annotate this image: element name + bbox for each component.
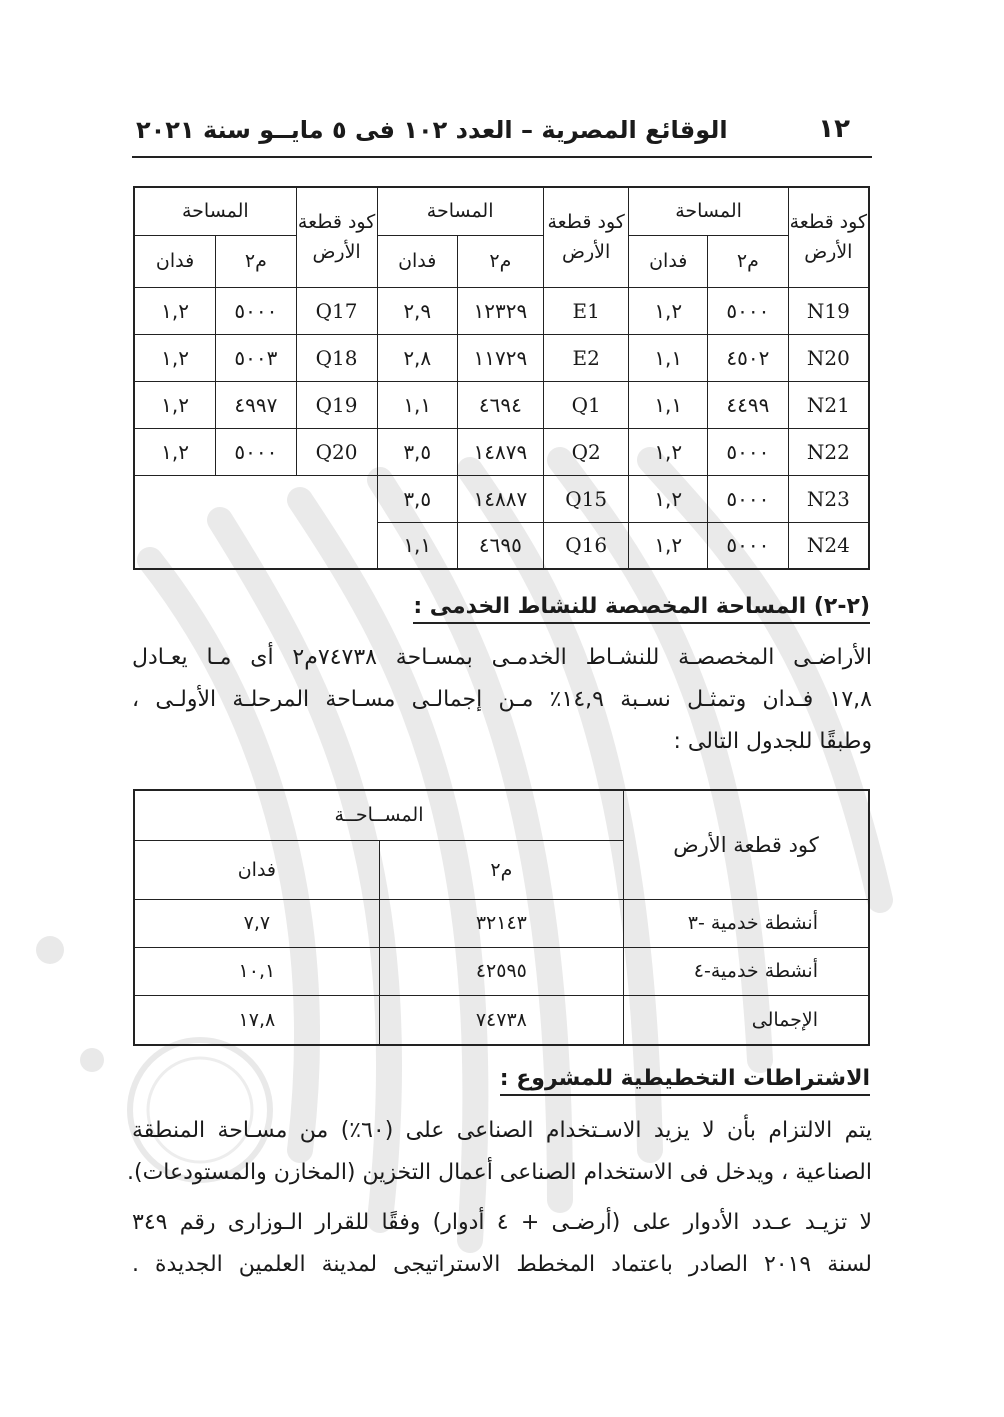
land-plots-table [133,186,870,570]
area-m2: ٤٦٩٥ [457,522,543,569]
plot-code: N23 [788,475,869,522]
table-row [134,287,869,334]
plot-code: E1 [543,287,629,334]
area-feddan: ١,٢ [629,522,708,569]
plot-code: Q19 [296,381,377,428]
area-feddan: ١,٢ [629,287,708,334]
plot-code: N24 [788,522,869,569]
plot-code: Q17 [296,287,377,334]
area-feddan: ١,٢ [629,428,708,475]
area-feddan: ١,١ [377,522,457,569]
empty-cell [134,475,377,569]
m2-header: م٢ [457,235,543,287]
m2-header: م٢ [379,840,623,899]
area-m2: ٥٠٠٠ [708,475,789,522]
table-row [134,899,869,947]
feddan-header: فدان [629,235,708,287]
plot-code-header: كود قطعة الأرض [788,187,869,287]
page-header [132,114,872,154]
area-feddan: ١,١ [377,381,457,428]
area-feddan: ١,٢ [629,475,708,522]
paragraph-line: الأراضـى المخصصـة للنشـاط الخدمـى بمسـاحة ٧٤٧٣٨م٢ أى مـا يعـادل [132,645,872,670]
feddan-header: فدان [377,235,457,287]
area-m2: ٥٠٠٠ [708,522,789,569]
plot-code: Q1 [543,381,629,428]
plot-code: N22 [788,428,869,475]
table-row [134,995,869,1045]
paragraph-line: وطبقًا للجدول التالى : [673,729,872,754]
area-feddan: ٣,٥ [377,475,457,522]
plot-code: Q15 [543,475,629,522]
area-feddan: ٧,٧ [134,899,379,947]
area-header: المســاحــة [134,790,624,840]
area-feddan: ٢,٩ [377,287,457,334]
m2-header: م٢ [216,235,297,287]
area-feddan: ٣,٥ [377,428,457,475]
area-m2: ٥٠٠٠ [216,428,297,475]
section-heading-text: الاشتراطات التخطيطية للمشروع : [500,1066,870,1096]
area-m2: ٥٠٠٣ [216,334,297,381]
area-m2: ١٤٨٧٩ [457,428,543,475]
area-m2: ٥٠٠٠ [708,428,789,475]
area-m2: ٣٢١٤٣ [379,899,623,947]
area-feddan: ١,٢ [134,287,216,334]
area-m2: ١٤٨٨٧ [457,475,543,522]
area-feddan: ١,١ [629,334,708,381]
area-feddan: ٢,٨ [377,334,457,381]
area-feddan: ١,٢ [134,334,216,381]
plot-code: N21 [788,381,869,428]
area-feddan: ١٧,٨ [134,995,379,1045]
area-m2: ٤٦٩٤ [457,381,543,428]
plot-code: N20 [788,334,869,381]
plot-code: Q18 [296,334,377,381]
area-m2: ٤٥٠٢ [708,334,789,381]
table-row [134,381,869,428]
area-feddan: ١,٢ [134,428,216,475]
area-m2: ١١٧٢٩ [457,334,543,381]
total-label: الإجمالى [624,995,870,1045]
area-m2: ٥٠٠٠ [708,287,789,334]
section-heading [500,1066,870,1091]
area-header: المساحة [377,187,543,235]
gazette-title: الوقائع المصرية – العدد ١٠٢ فى ٥ مايــو سنة ٢٠٢١ [136,116,728,144]
paragraph-line: لا تزيـد عـدد الأدوار على (أرضـى + ٤ أدوار) وفقًا للقرار الـوزارى رقم ٣٤٩ [132,1210,872,1235]
page-number: ١٢ [818,114,850,144]
plot-code: Q20 [296,428,377,475]
paragraph-line: لسنة ٢٠١٩ الصادر باعتماد المخطط الاستراتيجى لمدينة العلمين الجديدة . [132,1252,872,1277]
table-row [134,947,869,995]
plot-code-header: كود قطعة الأرض [296,187,377,287]
plot-code-header: كود قطعة الأرض [543,187,629,287]
area-m2: ٤٩٩٧ [216,381,297,428]
activity-name: أنشطة خدمية-٤ [624,947,870,995]
paragraph-line: يتم الالتزام بأن لا يزيد الاسـتخدام الصناعى على (٦٠٪) من مسـاحة المنطقة [132,1118,872,1143]
header-rule [132,156,872,158]
plot-code: Q16 [543,522,629,569]
area-m2: ٥٠٠٠ [216,287,297,334]
plot-code: Q2 [543,428,629,475]
plot-code: E2 [543,334,629,381]
area-m2: ٤٢٥٩٥ [379,947,623,995]
activity-name: أنشطة خدمية -٣ [624,899,870,947]
feddan-header: فدان [134,235,216,287]
plot-code: N19 [788,287,869,334]
area-m2: ١٢٣٢٩ [457,287,543,334]
area-m2: ٧٤٧٣٨ [379,995,623,1045]
area-feddan: ١٠,١ [134,947,379,995]
section-heading [413,594,870,619]
table-row [134,428,869,475]
table-row [134,334,869,381]
paragraph-line: الصناعية ، ويدخل فى الاستخدام الصناعى أعمال التخزين (المخازن والمستودعات). [127,1160,872,1185]
table-row [134,475,869,522]
plot-code-header: كود قطعة الأرض [624,790,870,899]
m2-header: م٢ [708,235,789,287]
section-heading-text: (٢-٢) المساحة المخصصة للنشاط الخدمى : [413,594,870,624]
feddan-header: فدان [134,840,379,899]
area-feddan: ١,١ [629,381,708,428]
area-header: المساحة [134,187,296,235]
area-m2: ٤٤٩٩ [708,381,789,428]
service-activity-table [133,789,870,1046]
area-feddan: ١,٢ [134,381,216,428]
paragraph-line: ١٧,٨ فـدان وتمثـل نسـبة ١٤,٩٪ مـن إجمالـى مسـاحة المرحلـة الأولـى ، [132,687,872,712]
area-header: المساحة [629,187,788,235]
